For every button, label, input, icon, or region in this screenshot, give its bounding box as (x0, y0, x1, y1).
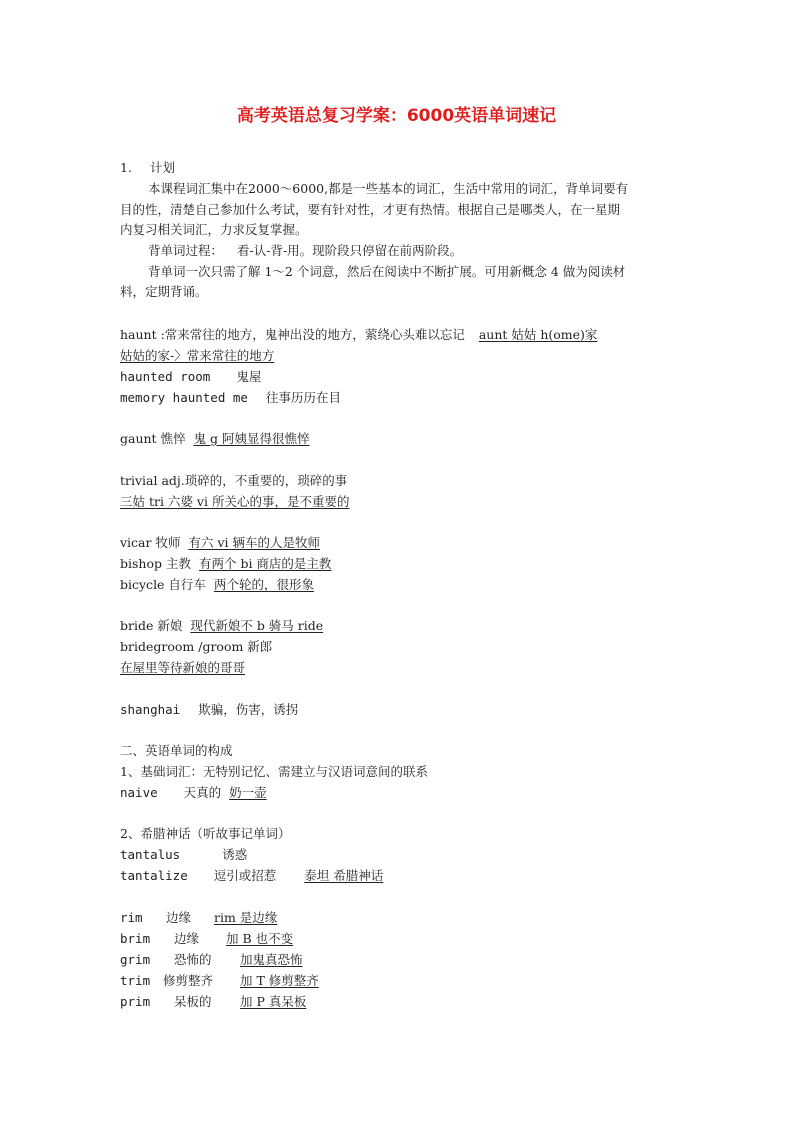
vicar-mnemonic: 有六 vi 辆车的人是牧师 (188, 535, 320, 550)
vicar-entry: vicar 牧师 (120, 535, 181, 550)
tip-brim: 加 B 也不变 (226, 931, 294, 946)
bishop-mnemonic: 有两个 bi 商店的是主教 (198, 556, 332, 571)
bishop-line (120, 554, 331, 574)
bishop-entry: bishop 主教 (120, 556, 191, 571)
plan-paragraph-3-line-1: 背单词一次只需了解 1～2 个词意，然后在阅读中不断扩展。可用新概念 4 做为阅读材 (148, 264, 626, 279)
bridegroom-line-1: bridegroom /groom 新郎 (120, 639, 273, 654)
section-2-heading: 二、英语单词的构成 (120, 743, 233, 758)
word-row-rim (120, 908, 277, 928)
naive-mnemonic: 奶一壶 (229, 785, 267, 800)
meaning-prim: 呆板的 (174, 994, 212, 1009)
vicar-line (120, 533, 320, 553)
tip-prim: 加 P 真呆板 (240, 994, 307, 1009)
section-2-subheading-1: 1、基础词汇：无特别记忆、需建立与汉语词意间的联系 (120, 764, 428, 779)
shanghai-entry: shanghai (120, 702, 181, 717)
bicycle-entry: bicycle 自行车 (120, 577, 206, 592)
word-grim: grim (120, 952, 151, 967)
haunt-mnemonic: aunt 姑姑 h(ome)家 (478, 327, 598, 342)
meaning-brim: 边缘 (174, 931, 200, 946)
word-row-prim (120, 992, 306, 1012)
haunted-room-en: haunted room (120, 369, 211, 384)
gaunt-mnemonic: 鬼 g 阿姨显得很憔悴 (193, 431, 310, 446)
tantalize-meaning: 逗引或招惹 (213, 868, 277, 883)
plan-heading-number: 1. (120, 160, 132, 175)
shanghai-meaning: 欺骗，伤害，诱拐 (198, 702, 299, 717)
bride-mnemonic: 现代新娘不 b 骑马 ride (190, 618, 324, 633)
memory-haunted-line (120, 388, 341, 408)
tantalize-mnemonic: 泰坦 希腊神话 (304, 868, 384, 883)
haunted-room-line (120, 367, 261, 387)
tantalize-line (120, 866, 383, 886)
plan-heading (120, 158, 175, 178)
trivial-line-1: trivial adj.琐碎的，不重要的，琐碎的事 (120, 473, 348, 488)
plan-paragraph-3-line-2: 料，定期背诵。 (120, 284, 208, 299)
bride-line (120, 616, 323, 636)
memory-haunted-cn: 往事历历在目 (265, 390, 341, 405)
plan-process-label: 背单词过程： (148, 243, 224, 258)
tip-rim: rim 是边缘 (214, 910, 278, 925)
plan-paragraph-2 (148, 241, 462, 261)
tip-grim: 加鬼真恐怖 (240, 952, 303, 967)
word-prim: prim (120, 994, 151, 1009)
haunt-definition: haunt :常来常往的地方，鬼神出没的地方，萦绕心头难以忘记 (120, 327, 465, 342)
word-row-trim (120, 971, 319, 991)
bride-entry: bride 新娘 (120, 618, 183, 633)
plan-process-steps: 看-认-背-用。现阶段只停留在前两阶段。 (237, 243, 463, 258)
plan-paragraph-1-line-1: 本课程词汇集中在2000～6000,都是一些基本的词汇，生活中常用的词汇，背单词要有 (148, 181, 629, 196)
tantalus-meaning: 诱惑 (222, 847, 248, 862)
gaunt-line (120, 429, 310, 449)
tantalus-word: tantalus (120, 847, 181, 862)
word-row-brim (120, 929, 293, 949)
haunted-room-cn: 鬼屋 (236, 369, 262, 384)
bicycle-line (120, 575, 314, 595)
plan-heading-text: 计划 (149, 160, 175, 175)
plan-paragraph-1-line-2: 目的性，清楚自己参加什么考试，要有针对性，才更有热情。根据自己是哪类人，在一星期 (120, 202, 621, 217)
tantalize-word: tantalize (120, 868, 188, 883)
shanghai-line (120, 700, 298, 720)
word-row-grim (120, 950, 303, 970)
haunt-line-2: 姑姑的家-〉常来常往的地方 (120, 348, 275, 363)
tantalus-line (120, 845, 247, 865)
meaning-rim: 边缘 (166, 910, 192, 925)
meaning-trim: 修剪整齐 (163, 973, 214, 988)
meaning-grim: 恐怖的 (174, 952, 212, 967)
document-title: 高考英语总复习学案：6000英语单词速记 (236, 106, 557, 126)
word-rim: rim (120, 910, 143, 925)
naive-word: naive (120, 785, 158, 800)
section-2-subheading-2: 2、希腊神话（听故事记单词） (120, 826, 291, 841)
bicycle-mnemonic: 两个轮的，很形象 (213, 577, 314, 592)
naive-line (120, 783, 267, 803)
naive-meaning: 天真的 (183, 785, 222, 800)
haunt-line-1 (120, 325, 597, 345)
tip-trim: 加 T 修剪整齐 (240, 973, 319, 988)
word-trim: trim (120, 973, 151, 988)
word-brim: brim (120, 931, 151, 946)
memory-haunted-en: memory haunted me (120, 390, 248, 405)
bridegroom-line-2: 在屋里等待新娘的哥哥 (120, 660, 246, 675)
gaunt-entry: gaunt 憔悴 (120, 431, 186, 446)
plan-paragraph-1-line-3: 内复习相关词汇，力求反复掌握。 (120, 222, 308, 237)
trivial-line-2: 三姑 tri 六婆 vi 所关心的事，是不重要的 (120, 494, 350, 509)
